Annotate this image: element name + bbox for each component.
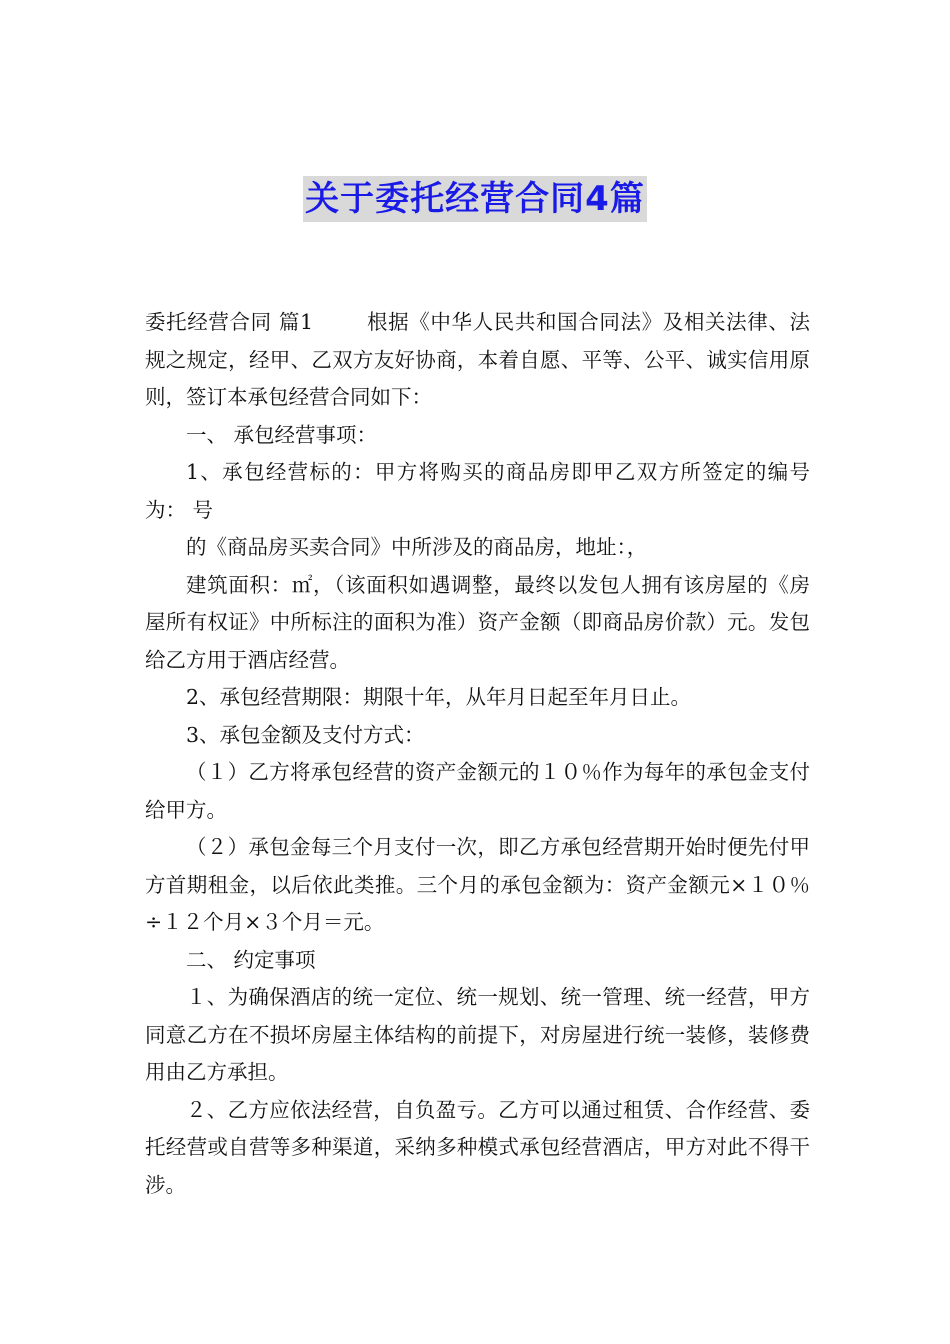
paragraph-area: 建筑面积：㎡，（该面积如遇调整，最终以发包人拥有该房屋的《房屋所有权证》中所标注的面积为准）资产金额（即商品房价款）元。发包给乙方用于酒店经营。 bbox=[145, 572, 810, 672]
paragraph-sub-2: （２）承包金每三个月支付一次，即乙方承包经营期开始时便先付甲方首期租金，以后依此类推。三个月的承包金额为：资产金额元×１０％÷１２个月×３个月＝元。 bbox=[145, 835, 810, 934]
paragraph-heading-2: 二、 约定事项 bbox=[186, 947, 316, 972]
contract-section-label: 委托经营合同 篇1 bbox=[145, 310, 314, 334]
document-body bbox=[145, 304, 810, 1204]
paragraph-sub-1: （１）乙方将承包经营的资产金额元的１０％作为每年的承包金支付给甲方。 bbox=[145, 760, 810, 822]
paragraph-item-1-cont: 的《商品房买卖合同》中所涉及的商品房，地址：， bbox=[186, 535, 648, 559]
paragraph-heading-1: 一、 承包经营事项： bbox=[186, 422, 378, 447]
paragraph-agreement-1: １、为确保酒店的统一定位、统一规划、统一管理、统一经营，甲方同意乙方在不损坏房屋主体结构的前提下，对房屋进行统一装修，装修费用由乙方承担。 bbox=[145, 985, 810, 1084]
paragraph-intro-text: 根据《中华人民共和国合同法》及相关法律、法规之规定，经甲、乙双方友好协商，本着自愿、平等、公平、诚实信用原则，签订本承包经营合同如下： bbox=[145, 310, 811, 409]
paragraph-agreement-2: ２、乙方应依法经营，自负盈亏。乙方可以通过租赁、合作经营、委托经营或自营等多种渠道，采纳多种模式承包经营酒店，甲方对此不得干涉。 bbox=[145, 1097, 810, 1197]
paragraph-intro bbox=[145, 304, 810, 417]
title-wrap bbox=[0, 176, 950, 222]
document-title: 关于委托经营合同4篇 bbox=[303, 176, 647, 222]
paragraph-item-2: 2、承包经营期限：期限十年，从年月日起至年月日止。 bbox=[186, 685, 692, 709]
paragraph-item-1: 1、承包经营标的：甲方将购买的商品房即甲乙双方所签定的编号为： 号 bbox=[145, 460, 810, 522]
paragraph-item-3: 3、承包金额及支付方式： bbox=[186, 722, 425, 747]
